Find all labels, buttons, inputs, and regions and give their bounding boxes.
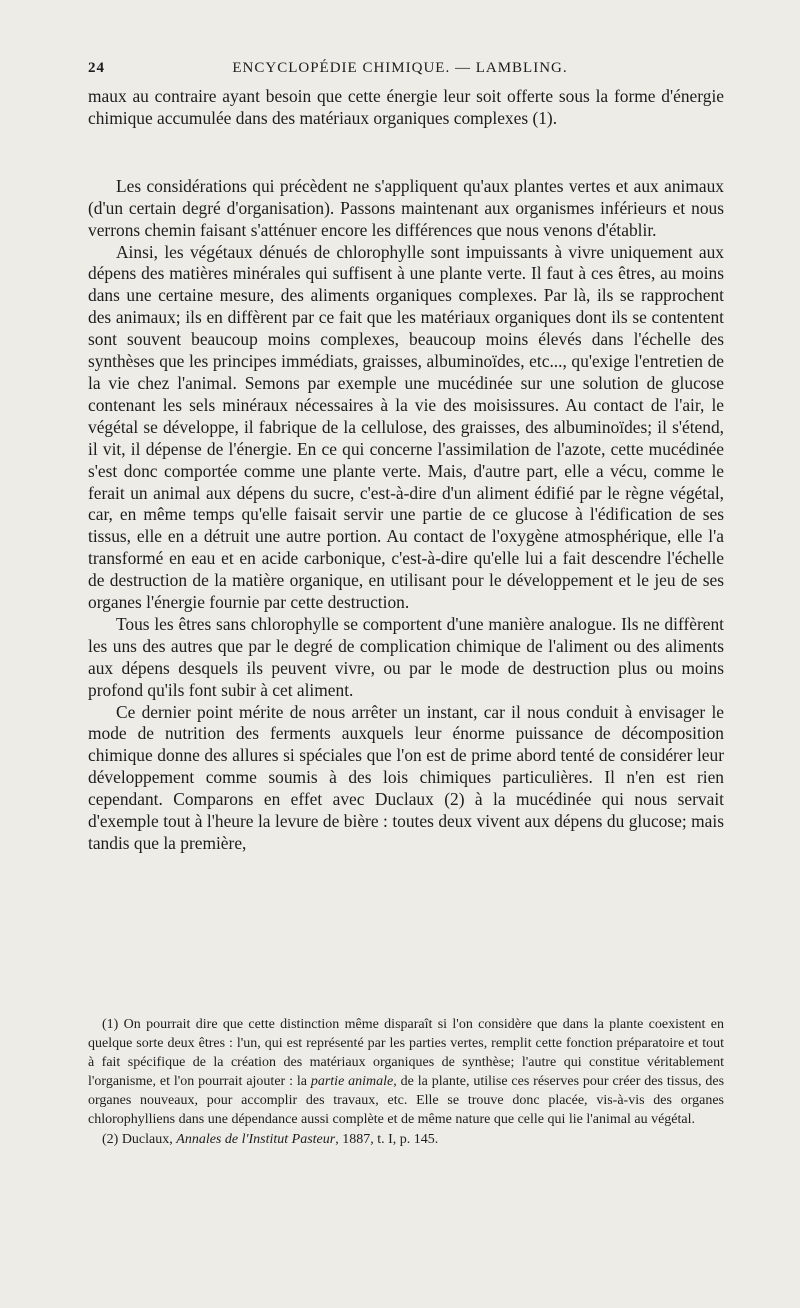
footnote-2-reference: , 1887, t. I, p. 145. (335, 1132, 439, 1148)
footnotes (88, 1016, 724, 1150)
paragraph-continued: maux au contraire ayant besoin que cette énergie leur soit offerte sous la forme d'énergie chimique accumulée dans des matériaux organiques complexes (1). (88, 86, 724, 128)
body-text (88, 86, 724, 855)
page-number: 24 (88, 60, 105, 76)
paragraph: Ce dernier point mérite de nous arrêter un instant, car il nous conduit à envisager le mode de nutrition des ferments auxquels leur énorme puissance de décomposition chimique donne des allures si spéciales que l'on est de prime abord tenté de considérer leur développement comme soumis à des lois chimiques particulières. Il n'en est rien cependant. Comparons en effet avec Duclaux (2) à la mucédinée qui nous servait d'exemple tout à l'heure la levure de bière : toutes deux vivent aux dépens du glucose; mais tandis que la première, (88, 701, 724, 853)
paragraph: Les considérations qui précèdent ne s'appliquent qu'aux plantes vertes et aux animaux (d'un certain degré d'organisation). Passons maintenant aux organismes inférieurs et nous verrons chemin faisant s'atténuer encore les différences que nous venons d'établir. (88, 175, 724, 240)
footnote-1-emphasis: partie animale (310, 1073, 394, 1089)
running-head: ENCYCLOPÉDIE CHIMIQUE. — LAMBLING. (232, 60, 568, 76)
paragraph: Tous les êtres sans chlorophylle se comportent d'une manière analogue. Ils ne diffèrent les uns des autres que par le degré de complication chimique de l'aliment ou des aliments aux dépens desquels ils peuvent vivre, ou par le mode de destruction plus ou moins profond qu'ils font subir à cet aliment. (88, 613, 724, 700)
footnote-1 (88, 1016, 724, 1129)
page-header (88, 60, 712, 77)
footnote-2 (88, 1131, 724, 1150)
footnote-2-author: (2) Duclaux, (102, 1132, 173, 1148)
footnote-2-journal: Annales de l'Institut Pasteur (176, 1132, 336, 1148)
footnote-1-text-b: , de la plante, utilise ces réserves pour créer des tissus, des organes nouveaux, pour accomplir des travaux, etc. Elle se trouve donc placée, vis-à-vis des organes chlorophylliens dans une dépendance aussi complète et de même nature que celle qui lie l'animal au végétal. (88, 1073, 725, 1127)
footnote-1-text-a: (1) On pourrait dire que cette distinction même disparaît si l'on considère que dans la plante coexistent en quelque sorte deux êtres : l'un, qui est représenté par les parties vertes, remplit cette fonction préparatoire et tout à fait spécifique de la création des matériaux organiques de synthèse; l'autre qui constitue véritablement l'organisme, et l'on pourrait ajouter : la (88, 1017, 724, 1089)
paragraph: Ainsi, les végétaux dénués de chlorophylle sont impuissants à vivre uniquement aux dépens des matières minérales qui suffisent à une plante verte. Il faut à ces êtres, au moins dans une certaine mesure, des aliments organiques complexes. Par là, ils se rapprochent des animaux; ils en diffèrent par ce fait que les matériaux organiques dont ils se contentent sont souvent beaucoup moins complexes, beaucoup moins élevés dans l'échelle des synthèses que les principes immédiats, graisses, albuminoïdes, etc..., qu'exige l'entretien de la vie chez l'animal. Semons par exemple une mucédinée sur une solution de glucose contenant les sels minéraux nécessaires à la vie des moisissures. Au contact de l'air, le végétal se développe, il fabrique de la cellulose, des graisses, des albuminoïdes; il s'étend, il vit, il dépense de l'énergie. En ce qui concerne l'assimilation de l'azote, cette mucédinée s'est donc comportée comme une plante verte. Mais, d'autre part, elle a vécu, comme le ferait un animal aux dépens du sucre, c'est-à-dire d'un aliment édifié par le règne végétal, car, en même temps qu'elle faisait servir une partie de ce glucose à l'édification de ses tissus, elle en a détruit une autre portion. Au contact de l'oxygène atmosphérique, elle l'a transformé en eau et en acide carbonique, c'est-à-dire qu'elle lui a fait descendre l'échelle de destruction de la matière organique, en utilisant pour le développement et le jeu de ses organes l'énergie fournie par cette destruction. (88, 241, 724, 613)
